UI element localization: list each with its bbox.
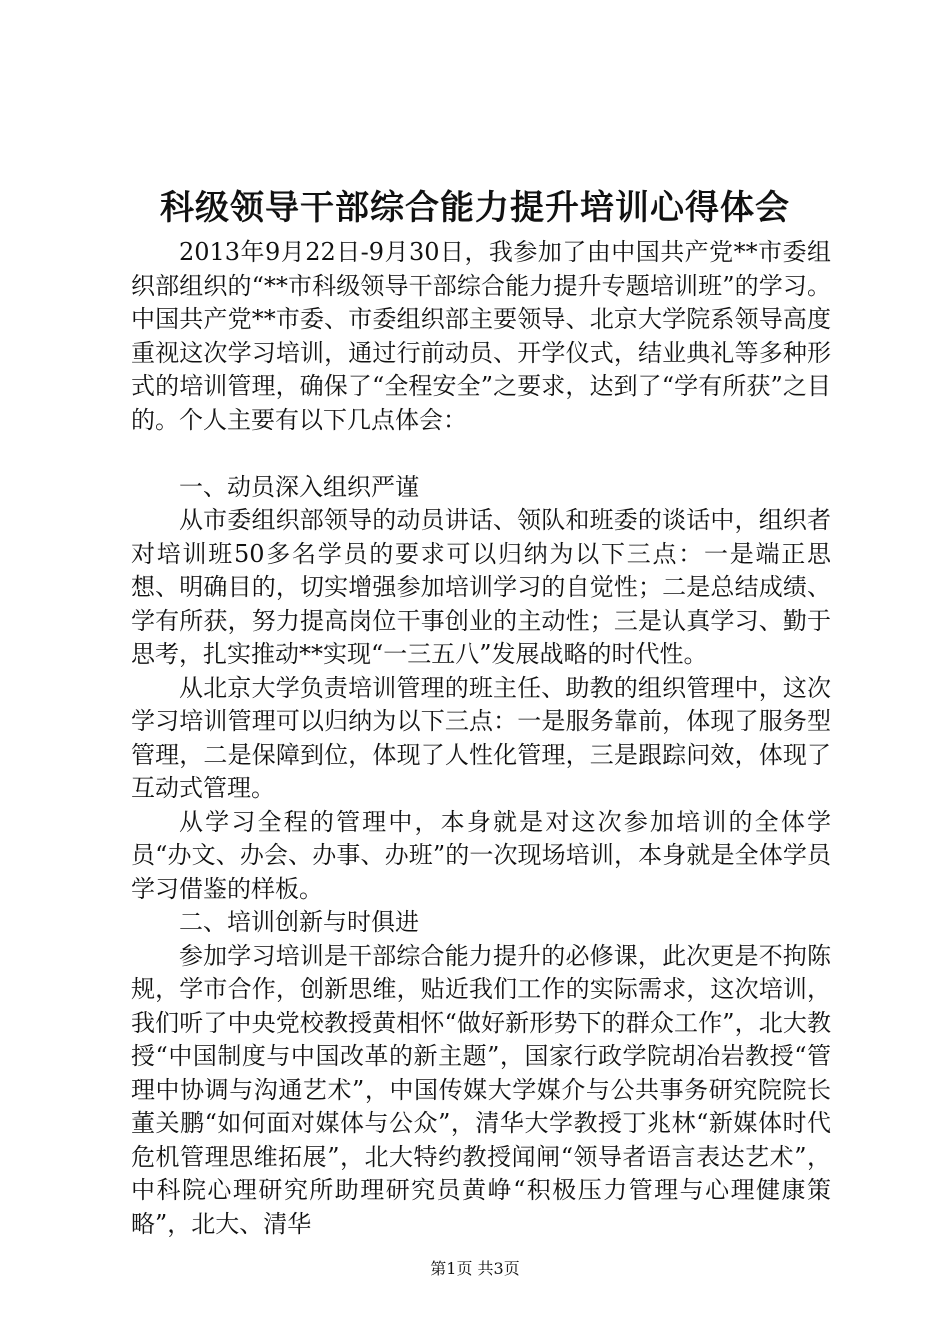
section-heading-2: 二、培训创新与时俱进	[179, 908, 419, 936]
section-heading-1: 一、动员深入组织严谨	[179, 472, 419, 501]
paragraph-section1-1: 从市委组织部领导的动员讲话、领队和班委的谈话中，组织者对培训班50多名学员的要求可以归纳为以下三点：一是端正思想、明确目的，切实增强参加培训学习的自觉性；二是总结成绩、学有所获，努力提高岗位干事创业的主动性；三是认真学习、勤于思考，扎实推动**实现“一三五八”发展战略的时代性。	[131, 506, 831, 668]
paragraph-section1-2: 从北京大学负责培训管理的班主任、助教的组织管理中，这次学习培训管理可以归纳为以下三点：一是服务靠前，体现了服务型管理，二是保障到位，体现了人性化管理，三是跟踪问效，体现了互动式管理。	[131, 673, 831, 802]
paragraph-section1-3: 从学习全程的管理中，本身就是对这次参加培训的全体学员“办文、办会、办事、办班”的一次现场培训，本身就是全体学员学习借鉴的样板。	[131, 807, 831, 903]
page-footer: 第1页 共3页	[430, 1259, 520, 1278]
paragraph-intro: 2013年9月22日-9月30日，我参加了由中国共产党**市委组织部组织的“**市科级领导干部综合能力提升专题培训班”的学习。中国共产党**市委、市委组织部主要领导、北京大学院系领导高度重视这次学习培训，通过行前动员、开学仪式，结业典礼等多种形式的培训管理，确保了“全程安全”之要求，达到了“学有所获”之目的。个人主要有以下几点体会：	[131, 238, 831, 434]
paragraph-spacer	[131, 437, 831, 471]
document-title: 科级领导干部综合能力提升培训心得体会	[160, 188, 790, 228]
paragraph-section2-1: 参加学习培训是干部综合能力提升的必修课，此次更是不拘陈规，学市合作，创新思维，贴近我们工作的实际需求，这次培训，我们听了中央党校教授黄相怀“做好新形势下的群众工作”，北大教授“中国制度与中国改革的新主题”，国家行政学院胡冶岩教授“管理中协调与沟通艺术”，中国传媒大学媒介与公共事务研究院院长董关鹏“如何面对媒体与公众”，清华大学教授丁兆林“新媒体时代危机管理思维拓展”，北大特约教授闻闸“领导者语言表达艺术”，中科院心理研究所助理研究员黄峥“积极压力管理与心理健康策略”，北大、清华	[131, 941, 831, 1238]
document-body	[131, 236, 831, 1241]
